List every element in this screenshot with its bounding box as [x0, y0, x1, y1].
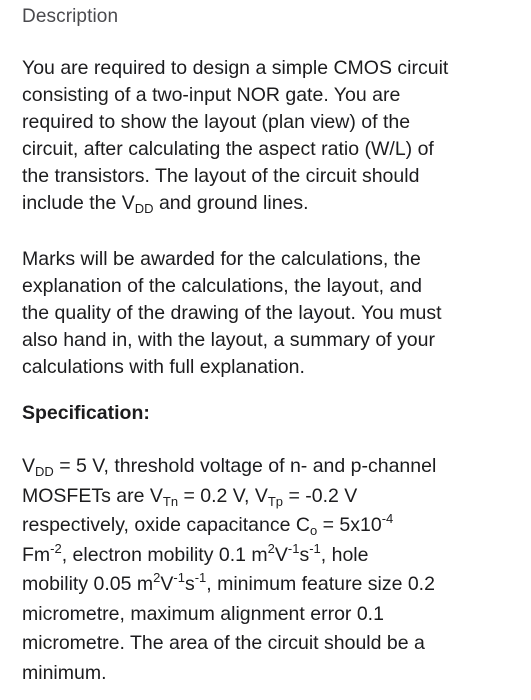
- text-run: = 5 V, threshold voltage of n- and p-channel: [53, 455, 437, 477]
- text-run: respectively, oxide capacitance C: [22, 514, 310, 536]
- paragraph-line: circuit, after calculating the aspect ratio (W/L) of: [22, 138, 434, 160]
- spec-line-7: micrometre. The area of the circuit should be a: [22, 632, 425, 654]
- text-run: MOSFETs are V: [22, 484, 163, 507]
- description-paragraph-2: [22, 246, 520, 381]
- text-run: , minimum feature size 0.2: [206, 573, 435, 595]
- specification-heading: Specification:: [22, 402, 150, 424]
- text-run: , electron mobility 0.1 m: [61, 543, 268, 566]
- text-run: V: [160, 573, 174, 595]
- specification-paragraph: [22, 452, 520, 688]
- spec-line-2: [22, 482, 520, 512]
- spec-line-5: [22, 570, 520, 600]
- superscript: -1: [287, 540, 300, 556]
- superscript: 2: [153, 570, 161, 585]
- subscript: DD: [35, 464, 54, 479]
- spec-line-6: micrometre, maximum alignment error 0.1: [22, 602, 384, 625]
- paragraph-line: consisting of a two-input NOR gate. You are: [22, 84, 401, 106]
- subscript: Tp: [267, 493, 284, 509]
- spec-line-4: [22, 541, 520, 571]
- paragraph-line: explanation of the calculations, the layout, and: [22, 275, 423, 297]
- spec-line-3: [22, 511, 520, 541]
- text-run: s: [299, 543, 310, 566]
- text-run: V: [22, 455, 36, 477]
- text-run: mobility 0.05 m: [22, 573, 154, 595]
- paragraph-line: required to show the layout (plan view) of the: [22, 111, 411, 133]
- text-run: = 0.2 V, V: [178, 484, 268, 507]
- paragraph-line: also hand in, with the layout, a summary of your: [22, 329, 435, 351]
- subscript: DD: [134, 201, 154, 216]
- description-paragraph-1: [22, 55, 520, 217]
- subscript: Tn: [162, 493, 179, 509]
- paragraph-line: the transistors. The layout of the circuit should: [22, 165, 420, 187]
- superscript: -4: [381, 511, 394, 526]
- paragraph-line: the quality of the drawing of the layout. You must: [22, 302, 442, 324]
- paragraph-line: calculations with full explanation.: [22, 356, 305, 378]
- text-run: = 5x10: [317, 514, 382, 536]
- description-heading: Description: [22, 6, 119, 27]
- text-run: = -0.2 V: [283, 484, 358, 507]
- paragraph-line: You are required to design a simple CMOS circuit: [22, 57, 449, 79]
- superscript: 2: [267, 540, 275, 556]
- text-run: V: [274, 543, 288, 566]
- text-run: s: [184, 573, 195, 595]
- superscript: -1: [173, 570, 185, 585]
- text-run: and ground lines.: [153, 192, 309, 214]
- subscript: o: [309, 523, 318, 538]
- superscript: -2: [50, 540, 62, 556]
- text-run: , hole: [320, 543, 369, 566]
- paragraph-line: [22, 190, 520, 217]
- superscript: -1: [309, 540, 321, 556]
- text-run: Fm: [22, 543, 51, 566]
- superscript: -1: [194, 570, 207, 585]
- text-run: include the V: [22, 192, 135, 214]
- spec-line-8: minimum.: [22, 661, 107, 684]
- paragraph-line: Marks will be awarded for the calculations, the: [22, 248, 421, 270]
- spec-line-1: [22, 452, 520, 482]
